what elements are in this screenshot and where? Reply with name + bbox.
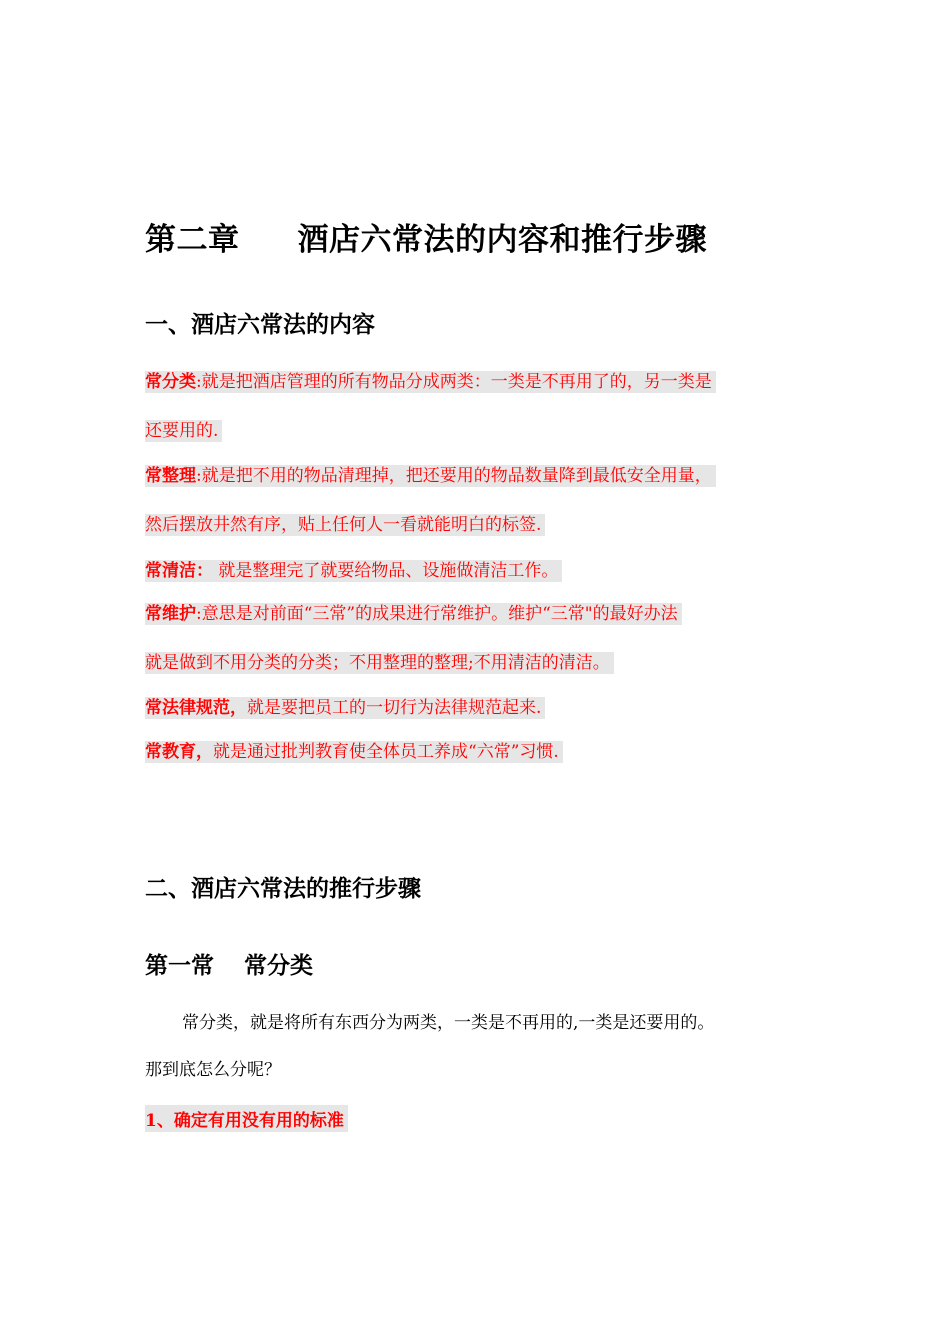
step-one-paragraph-line1: 常分类，就是将所有东西分为两类，一类是不再用的,一类是还要用的。 <box>182 1013 715 1033</box>
item-clean: 常清洁： 就是整理完了就要给物品、设施做清洁工作。 <box>145 560 562 582</box>
section-heading-steps: 二、酒店六常法的推行步骤 <box>145 875 421 902</box>
item-term: 常清洁： <box>145 561 213 581</box>
item-term: 常教育， <box>145 742 213 762</box>
item-term: 常法律规范， <box>145 698 247 718</box>
criteria-item: 1、确定有用没有用的标准 <box>145 1105 348 1132</box>
item-maintain-line2: 就是做到不用分类的分类；不用整理的整理;不用清洁的清洁。 <box>145 652 614 674</box>
item-maintain-line1: 常维护:意思是对前面“三常”的成果进行常维护。维护“三常"的最好办法 <box>145 603 682 625</box>
step-number: 第一常 <box>145 952 214 979</box>
item-organize-line2: 然后摆放井然有序，贴上任何人一看就能明白的标签. <box>145 514 545 536</box>
item-classify-line2: 还要用的. <box>145 420 222 442</box>
item-educate: 常教育，就是通过批判教育使全体员工养成“六常”习惯. <box>145 741 563 763</box>
item-classify-line1: 常分类:就是把酒店管理的所有物品分成两类：一类是不再用了的，另一类是 <box>145 371 716 393</box>
chapter-title <box>145 214 707 259</box>
item-regulate: 常法律规范，就是要把员工的一切行为法律规范起来. <box>145 697 545 719</box>
chapter-number: 第二章 <box>145 222 240 258</box>
step-one-heading <box>145 947 313 980</box>
item-term: 常整理 <box>145 466 196 486</box>
section-heading-contents: 一、酒店六常法的内容 <box>145 311 375 338</box>
item-term: 常分类 <box>145 372 196 392</box>
item-term: 常维护 <box>145 604 196 624</box>
chapter-title-text: 酒店六常法的内容和推行步骤 <box>297 222 707 258</box>
step-one-paragraph-line2: 那到底怎么分呢？ <box>145 1060 281 1080</box>
step-title: 常分类 <box>244 952 313 979</box>
item-organize-line1: 常整理:就是把不用的物品清理掉，把还要用的物品数量降到最低安全用量， <box>145 465 716 487</box>
